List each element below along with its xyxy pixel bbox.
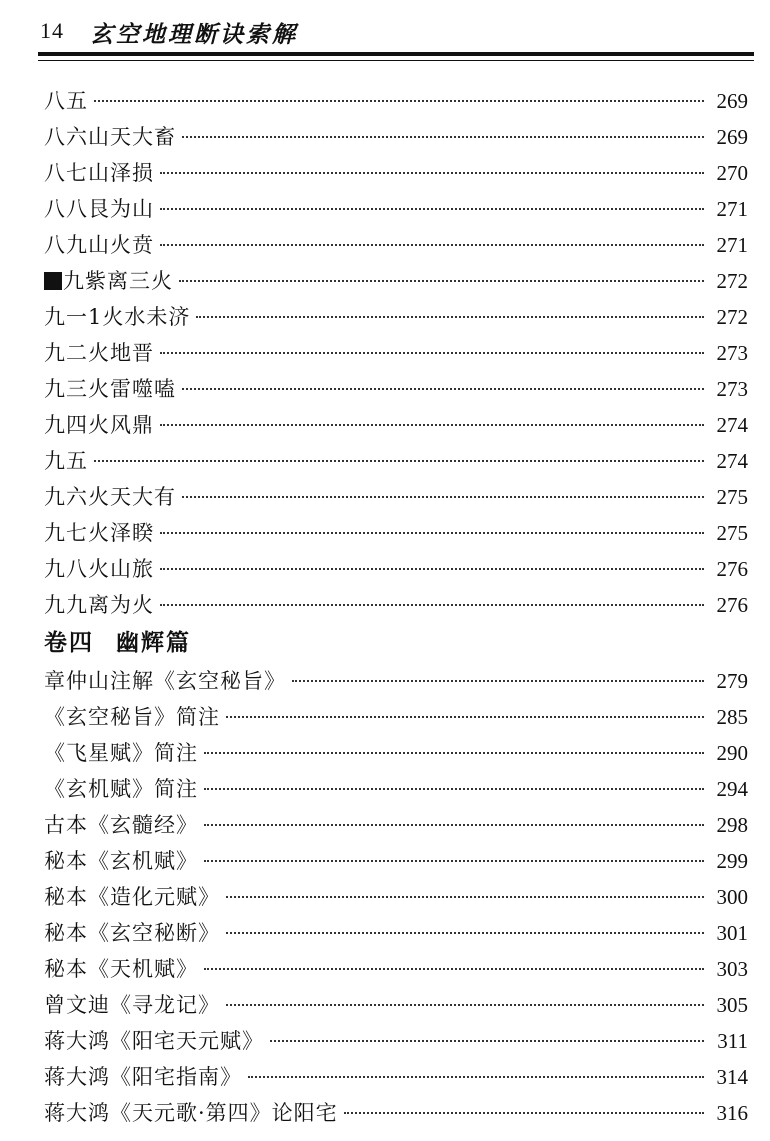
section-name: 幽辉篇	[116, 629, 191, 656]
toc-entry-title: 《玄机赋》简注	[44, 777, 198, 801]
toc-entry-title: 秘本《天机赋》	[44, 957, 198, 981]
toc-entry-title: 《飞星赋》简注	[44, 741, 198, 765]
dot-leader	[204, 824, 704, 826]
dot-leader	[226, 716, 704, 718]
toc-entry-page: 311	[717, 1029, 748, 1053]
toc-entry-page: 290	[716, 741, 748, 765]
dot-leader	[182, 388, 704, 390]
dot-leader	[204, 752, 704, 754]
toc-entry-page: 270	[716, 161, 748, 185]
dot-leader	[160, 604, 704, 606]
toc-entry[interactable]	[44, 227, 748, 263]
toc-entry-title: 八八艮为山	[44, 197, 154, 221]
toc-entry[interactable]	[44, 843, 748, 879]
header-rule-thick	[38, 52, 754, 56]
toc-entry-title: 八九山火贲	[44, 233, 154, 257]
toc-entry[interactable]	[44, 699, 748, 735]
toc-entry-title: 八五	[44, 89, 88, 113]
toc-entry-title: 蒋大鸿《阳宅天元赋》	[44, 1029, 264, 1053]
toc-entry-page: 274	[716, 413, 748, 437]
dot-leader	[160, 208, 704, 210]
toc-entry-title: 九四火风鼎	[44, 413, 154, 437]
toc-entry-page: 298	[716, 813, 748, 837]
dot-leader	[204, 968, 704, 970]
toc-entry[interactable]	[44, 83, 748, 119]
toc-entry[interactable]	[44, 443, 748, 479]
toc-entry-page: 285	[716, 705, 748, 729]
toc-entry-page: 273	[716, 377, 748, 401]
dot-leader	[160, 568, 704, 570]
toc-entry[interactable]	[44, 771, 748, 807]
toc-entry-title: 八七山泽损	[44, 161, 154, 185]
dot-leader	[160, 532, 704, 534]
toc-entry-page: 301	[716, 921, 748, 945]
toc-entry[interactable]	[44, 119, 748, 155]
toc-entry-title: 九三火雷噬嗑	[44, 377, 176, 401]
toc-entry-title: 九二火地晋	[44, 341, 154, 365]
toc-entry[interactable]	[44, 1095, 748, 1131]
toc-entry[interactable]	[44, 335, 748, 371]
toc-entry-page: 276	[716, 557, 748, 581]
dot-leader	[94, 460, 704, 462]
section-heading[interactable]	[44, 623, 748, 663]
toc-entry-title: 九六火天大有	[44, 485, 176, 509]
table-of-contents	[44, 83, 748, 1131]
toc-entry[interactable]	[44, 551, 748, 587]
toc-entry-page: 275	[716, 521, 748, 545]
toc-entry-page: 271	[716, 197, 748, 221]
toc-entry-page: 272	[716, 269, 748, 293]
toc-entry[interactable]	[44, 299, 748, 335]
toc-entry-page: 271	[716, 233, 748, 257]
toc-entry-title: 九八火山旅	[44, 557, 154, 581]
toc-entry-title: 古本《玄髓经》	[44, 813, 198, 837]
toc-entry-title: 九一1火水未济	[44, 305, 191, 329]
toc-entry-page: 300	[716, 885, 748, 909]
toc-entry-title: 九七火泽睽	[44, 521, 154, 545]
toc-entry-title: 八六山天大畜	[44, 125, 176, 149]
dot-leader	[270, 1040, 704, 1042]
toc-entry-page: 316	[716, 1101, 748, 1125]
dot-leader	[160, 172, 704, 174]
toc-entry[interactable]	[44, 879, 748, 915]
toc-entry-page: 273	[716, 341, 748, 365]
toc-entry-title: 九五	[44, 449, 88, 473]
dot-leader	[94, 100, 704, 102]
toc-entry[interactable]	[44, 371, 748, 407]
toc-entry[interactable]	[44, 915, 748, 951]
toc-entry-page: 276	[716, 593, 748, 617]
toc-entry[interactable]	[44, 587, 748, 623]
dot-leader	[226, 896, 704, 898]
toc-entry[interactable]	[44, 987, 748, 1023]
dot-leader	[226, 1004, 704, 1006]
dot-leader	[292, 680, 704, 682]
page-header	[40, 14, 750, 54]
toc-entry-title: 蒋大鸿《阳宅指南》	[44, 1065, 242, 1089]
toc-entry-title: 九九离为火	[44, 593, 154, 617]
toc-entry-page: 294	[716, 777, 748, 801]
page-number: 14	[40, 18, 64, 43]
dot-leader	[182, 136, 704, 138]
toc-entry-title: 《玄空秘旨》简注	[44, 705, 220, 729]
toc-entry-page: 314	[716, 1065, 748, 1089]
toc-entry-page: 279	[716, 669, 748, 693]
toc-entry-page: 275	[716, 485, 748, 509]
dot-leader	[182, 496, 704, 498]
toc-entry-page: 269	[716, 125, 748, 149]
dot-leader	[179, 280, 704, 282]
book-title: 玄空地理断诀索解	[90, 21, 298, 48]
dot-leader	[160, 424, 704, 426]
toc-entry[interactable]	[44, 191, 748, 227]
toc-entry-page: 299	[716, 849, 748, 873]
toc-entry-page: 274	[716, 449, 748, 473]
header-rule-thin	[38, 60, 754, 61]
dot-leader	[196, 316, 704, 318]
section-label: 卷四	[44, 629, 94, 656]
toc-entry[interactable]	[44, 663, 748, 699]
toc-entry-title: 曾文迪《寻龙记》	[44, 993, 220, 1017]
toc-entry[interactable]	[44, 735, 748, 771]
toc-entry[interactable]	[44, 407, 748, 443]
toc-entry[interactable]	[44, 515, 748, 551]
dot-leader	[226, 932, 704, 934]
toc-entry-title-text: 九紫离三火	[63, 269, 173, 293]
toc-entry[interactable]	[44, 1059, 748, 1095]
dot-leader	[248, 1076, 704, 1078]
toc-entry[interactable]	[44, 479, 748, 515]
dot-leader	[160, 352, 704, 354]
dot-leader	[344, 1112, 704, 1114]
toc-entry-title: 秘本《玄机赋》	[44, 849, 198, 873]
toc-entry-page: 272	[716, 305, 748, 329]
toc-entry-title: 秘本《玄空秘断》	[44, 921, 220, 945]
dot-leader	[160, 244, 704, 246]
toc-entry-page: 303	[716, 957, 748, 981]
toc-entry-title	[44, 263, 173, 299]
toc-entry-title: 章仲山注解《玄空秘旨》	[44, 669, 286, 693]
toc-entry-title: 蒋大鸿《天元歌·第四》论阳宅	[44, 1101, 338, 1125]
toc-entry[interactable]	[44, 951, 748, 987]
dot-leader	[204, 860, 704, 862]
toc-entry-page: 269	[716, 89, 748, 113]
toc-entry[interactable]	[44, 1023, 748, 1059]
toc-entry-page: 305	[716, 993, 748, 1017]
black-square-icon	[44, 272, 62, 290]
toc-entry[interactable]	[44, 263, 748, 299]
toc-entry[interactable]	[44, 807, 748, 843]
dot-leader	[204, 788, 704, 790]
toc-entry[interactable]	[44, 155, 748, 191]
toc-entry-title: 秘本《造化元赋》	[44, 885, 220, 909]
